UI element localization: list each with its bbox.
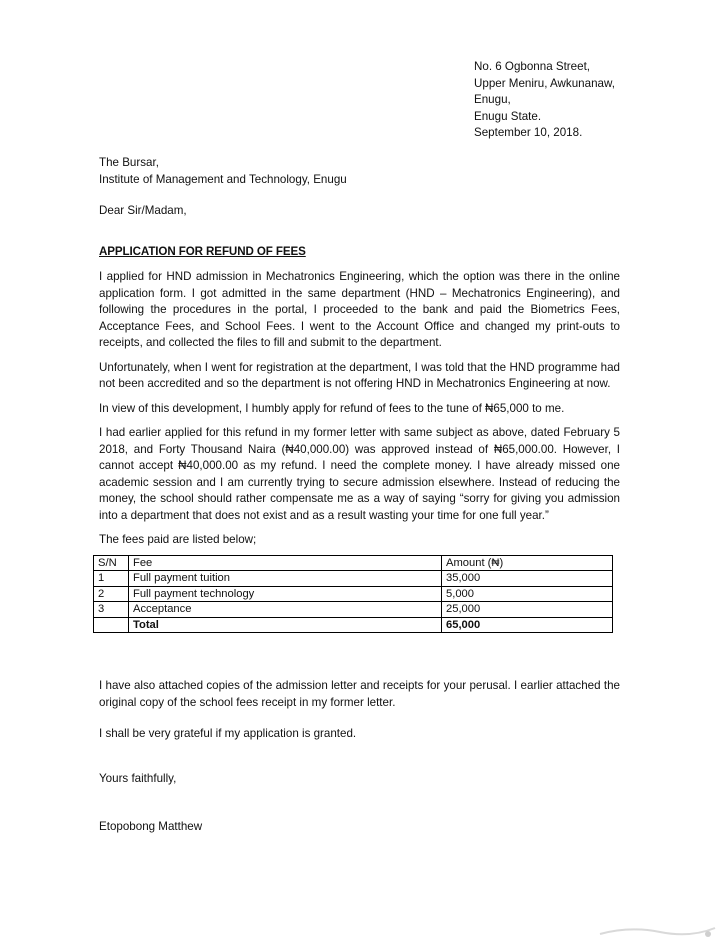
row-amount: 25,000: [442, 602, 613, 618]
sender-address: [474, 59, 710, 142]
table-row: [94, 586, 613, 602]
recipient-address: [99, 155, 619, 188]
fees-table: [93, 555, 613, 634]
row-sn: 2: [94, 586, 129, 602]
table-row: [94, 602, 613, 618]
subject-heading: APPLICATION FOR REFUND OF FEES: [99, 245, 306, 258]
row-fee: Full payment tuition: [129, 571, 442, 587]
row-fee: Acceptance: [129, 602, 442, 618]
closing: Yours faithfully,: [99, 772, 177, 785]
row-amount: 35,000: [442, 571, 613, 587]
letter-date: September 10, 2018.: [474, 126, 583, 139]
signature-name: Etopobong Matthew: [99, 820, 203, 833]
total-sn-empty: [94, 617, 129, 633]
sender-address-line: Upper Meniru, Awkunanaw,: [474, 76, 615, 90]
total-label: Total: [129, 617, 442, 633]
body-paragraph: I have also attached copies of the admission letter and receipts for your perusal. I earlier attached the original copy of the school fees receipt in my former letter.: [99, 679, 620, 709]
recipient-institution: Institute of Management and Technology, Enugu: [99, 172, 347, 186]
letter-body-end: [99, 678, 620, 751]
body-paragraph: I shall be very grateful if my application is granted.: [99, 727, 357, 740]
recipient-title: The Bursar,: [99, 156, 159, 169]
header-fee: Fee: [129, 555, 442, 571]
header-amount: Amount (₦): [442, 555, 613, 571]
sender-address-line: Enugu State.: [474, 109, 542, 123]
sender-address-line: No. 6 Ogbonna Street,: [474, 60, 591, 73]
table-row: [94, 571, 613, 587]
table-header-row: [94, 555, 613, 571]
row-fee: Full payment technology: [129, 586, 442, 602]
letter-body: [99, 269, 620, 633]
total-amount: 65,000: [442, 617, 613, 633]
body-paragraph: I had earlier applied for this refund in my former letter with same subject as above, dated February 5 2018, and Forty Thousand Naira (₦40,000.00) was approved instead of ₦65,000.00. However, I cannot accept ₦40,000.00 as my refund. I need the complete money. I have already missed one academic session and I am currently trying to secure admission elsewhere. Instead of reducing the money, the school should rather compensate me as a way of saying “sorry for giving you admission into a department that does not exist and as a result wasting your time for one full year.”: [99, 426, 620, 522]
body-paragraph: I applied for HND admission in Mechatronics Engineering, which the option was there in the online application form. I got admitted in the same department (HND – Mechatronics Engineering), and following the procedures in the portal, I proceeded to the bank and paid the Biometrics Fees, Acceptance Fees, and School Fees. I went to the Account Office and changed my print-outs to receipts, and collected the files to fill and submit to the department.: [99, 270, 620, 349]
header-sn: S/N: [94, 555, 129, 571]
watermark-decoration: [590, 904, 720, 944]
body-paragraph: In view of this development, I humbly apply for refund of fees to the tune of ₦65,000 to me.: [99, 401, 565, 415]
sender-address-line: Enugu,: [474, 93, 511, 106]
row-sn: 3: [94, 602, 129, 618]
row-sn: 1: [94, 571, 129, 587]
row-amount: 5,000: [442, 586, 613, 602]
body-paragraph: Unfortunately, when I went for registration at the department, I was told that the HND programme had not been accredited and so the department is not offering HND in Mechatronics Engineering at now.: [99, 360, 620, 390]
total-row: [94, 617, 613, 633]
salutation: Dear Sir/Madam,: [99, 204, 187, 217]
table-intro: The fees paid are listed below;: [99, 533, 257, 546]
